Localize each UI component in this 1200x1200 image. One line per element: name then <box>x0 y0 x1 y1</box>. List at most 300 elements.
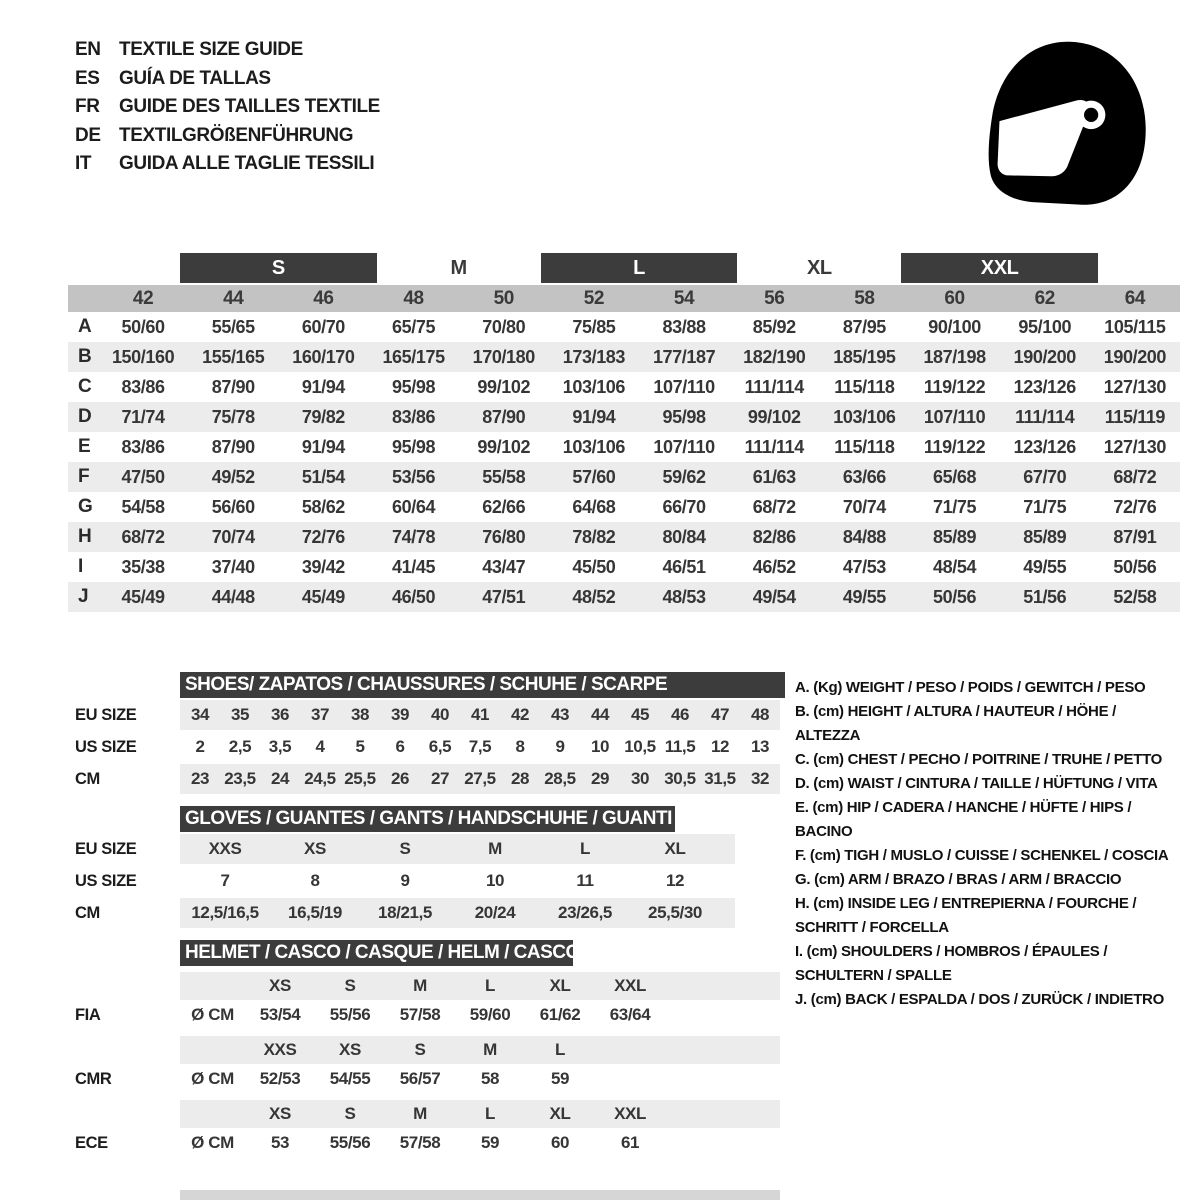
size-group-l: L <box>541 253 737 283</box>
measurement-value: 170/180 <box>472 346 535 367</box>
size-number: 60 <box>944 287 965 309</box>
measurement-value: 67/70 <box>1023 466 1067 487</box>
measurement-value: 95/100 <box>1018 316 1072 337</box>
helmet-sizes-fia <box>75 972 780 1000</box>
size-number: 46 <box>313 287 334 309</box>
spacer <box>75 1036 180 1064</box>
helmet-size-label: XL <box>549 1104 571 1123</box>
table-row-e <box>68 432 1180 462</box>
measurement-value: 95/98 <box>392 376 436 397</box>
measurement-value: 49/52 <box>211 466 255 487</box>
size-value: 30,5 <box>664 769 696 788</box>
size-value: XS <box>304 839 326 858</box>
row-values <box>180 866 735 896</box>
measurement-value: 71/75 <box>933 496 977 517</box>
measurement-value: 115/119 <box>1104 406 1166 427</box>
legend-item: A. (Kg) WEIGHT / PESO / POIDS / GEWITCH / PESO <box>795 679 1146 696</box>
measurement-value: 87/95 <box>842 316 886 337</box>
size-value: S <box>399 839 411 858</box>
size-value: 43 <box>550 705 570 724</box>
helmet-size-label: XXL <box>614 1104 646 1123</box>
measurement-value: 68/72 <box>1113 466 1157 487</box>
measurement-value: 115/118 <box>834 436 895 457</box>
size-value: 25,5/30 <box>648 903 702 922</box>
measurement-value: 50/56 <box>933 586 977 607</box>
measurement-value: 63/66 <box>842 466 886 487</box>
row-letter: D <box>78 406 92 427</box>
measurement-value: 70/74 <box>842 496 886 517</box>
helmet-diameter-value: 57/58 <box>399 1133 441 1152</box>
measurement-value: 53/56 <box>392 466 436 487</box>
size-value: 28 <box>510 769 530 788</box>
measurement-value: 48/52 <box>572 586 616 607</box>
row-values <box>180 732 780 762</box>
spacer <box>75 940 180 966</box>
size-number: 54 <box>673 287 695 309</box>
size-value: 10,5 <box>624 737 656 756</box>
helmet-sizes-ece <box>75 1100 780 1128</box>
size-row-us-size <box>75 732 785 762</box>
measurement-value: 56/60 <box>211 496 255 517</box>
helmet-diameter-value: 57/58 <box>399 1005 441 1024</box>
size-value: 7 <box>220 871 230 890</box>
measurement-value: 65/68 <box>933 466 977 487</box>
size-group-s: S <box>180 253 376 283</box>
helmet-diameter-value: 56/57 <box>399 1069 441 1088</box>
measurement-value: 60/70 <box>301 316 345 337</box>
measurement-value: 76/80 <box>482 526 526 547</box>
table-row-d <box>68 402 1180 432</box>
diameter-label: Ø CM <box>191 1005 234 1024</box>
shoes-title-bar: SHOES/ ZAPATOS / CHAUSSURES / SCHUHE / SCARPE <box>180 672 785 698</box>
helmet-size-table <box>75 940 780 1164</box>
legend-item: B. (cm) HEIGHT / ALTURA / HAUTEUR / HÖHE / ALTEZZA <box>795 703 1117 744</box>
size-value: 24 <box>270 769 290 788</box>
diameter-label: Ø CM <box>191 1069 234 1088</box>
standard-label: ECE <box>75 1133 108 1152</box>
helmet-diameter-value: 53/54 <box>259 1005 301 1024</box>
helmet-value-cells <box>180 1000 780 1030</box>
spacer <box>75 972 180 1000</box>
language-title: GUIDE DES TAILLES TEXTILE <box>119 96 380 118</box>
measurement-value: 119/122 <box>923 436 986 457</box>
size-value: 23/26,5 <box>558 903 612 922</box>
measurement-value: 35/38 <box>121 556 165 577</box>
helmet-size-label: L <box>485 976 495 995</box>
size-value: 5 <box>355 737 365 756</box>
size-value: 32 <box>750 769 770 788</box>
measurement-value: 49/55 <box>842 586 886 607</box>
size-value: 8 <box>515 737 525 756</box>
size-value: 9 <box>555 737 565 756</box>
size-value: 40 <box>430 705 450 724</box>
size-value: XXS <box>208 839 242 858</box>
measurement-value: 70/74 <box>211 526 255 547</box>
measurement-value: 57/60 <box>572 466 616 487</box>
measurement-value: 78/82 <box>572 526 616 547</box>
measurement-value: 79/82 <box>301 406 345 427</box>
measurement-value: 47/51 <box>482 586 526 607</box>
measurement-value: 66/70 <box>662 496 706 517</box>
measurement-value: 85/89 <box>1023 526 1067 547</box>
measurement-legend <box>795 676 1183 1012</box>
language-row <box>75 65 380 94</box>
measurement-value: 95/98 <box>662 406 706 427</box>
measurement-value: 75/78 <box>211 406 255 427</box>
legend-item: F. (cm) TIGH / MUSLO / CUISSE / SCHENKEL / COSCIA <box>795 847 1169 864</box>
helmet-diameter-value: 60 <box>550 1133 570 1152</box>
measurement-value: 71/74 <box>121 406 165 427</box>
measurement-value: 75/85 <box>572 316 616 337</box>
size-group-xl: XL <box>806 256 832 279</box>
measurement-value: 103/106 <box>562 436 626 457</box>
helmet-size-label: M <box>413 1104 427 1123</box>
size-value: 34 <box>190 705 210 724</box>
measurement-value: 41/45 <box>392 556 436 577</box>
language-row <box>75 150 380 179</box>
helmet-size-label: S <box>344 1104 356 1123</box>
measurement-value: 190/200 <box>1013 346 1076 367</box>
size-value: M <box>488 839 502 858</box>
size-value: 44 <box>590 705 610 724</box>
table-row-b <box>68 342 1180 372</box>
language-row <box>75 122 380 151</box>
standard-label: CMR <box>75 1069 112 1088</box>
size-number: 58 <box>854 287 875 309</box>
spacer <box>75 1100 180 1128</box>
measurement-value: 87/90 <box>482 406 526 427</box>
language-row <box>75 93 380 122</box>
size-value: 46 <box>670 705 690 724</box>
helmet-size-label: S <box>344 976 356 995</box>
size-value: 4 <box>315 737 325 756</box>
measurement-value: 119/122 <box>923 376 986 397</box>
measurement-value: 173/183 <box>562 346 626 367</box>
measurement-value: 47/50 <box>121 466 165 487</box>
measurement-value: 155/165 <box>202 346 265 367</box>
measurement-value: 115/118 <box>834 376 895 397</box>
size-group-header-row <box>68 253 1180 283</box>
size-number: 52 <box>583 287 605 309</box>
size-value: 38 <box>350 705 370 724</box>
size-value: 2 <box>195 737 205 756</box>
size-value: 12 <box>665 871 685 890</box>
helmet-size-labels <box>180 972 780 1000</box>
measurement-value: 68/72 <box>752 496 796 517</box>
measurement-value: 70/80 <box>482 316 526 337</box>
measurement-value: 111/114 <box>744 376 804 397</box>
measurement-value: 45/49 <box>121 586 165 607</box>
row-label: US SIZE <box>75 871 137 890</box>
measurement-value: 150/160 <box>111 346 175 367</box>
size-value: 9 <box>400 871 410 890</box>
helmet-size-label: L <box>485 1104 495 1123</box>
size-value: 10 <box>485 871 505 890</box>
size-row-cm <box>75 764 785 794</box>
measurement-value: 83/86 <box>121 436 165 457</box>
helmet-size-label: XS <box>269 1104 291 1123</box>
helmet-size-labels <box>180 1100 780 1128</box>
measurement-value: 165/175 <box>382 346 445 367</box>
measurement-value: 61/63 <box>752 466 796 487</box>
measurement-value: 107/110 <box>923 406 986 427</box>
measurement-value: 58/62 <box>301 496 345 517</box>
size-value: 12,5/16,5 <box>191 903 259 922</box>
measurement-value: 37/40 <box>211 556 255 577</box>
legend-item: D. (cm) WAIST / CINTURA / TAILLE / HÜFTUNG / VITA <box>795 775 1158 792</box>
size-row-us-size <box>75 866 735 896</box>
helmet-icon <box>978 33 1158 211</box>
row-letter: B <box>78 346 92 367</box>
measurement-value: 72/76 <box>1113 496 1157 517</box>
measurement-value: 103/106 <box>833 406 896 427</box>
measurement-value: 46/52 <box>752 556 796 577</box>
measurement-value: 185/195 <box>833 346 896 367</box>
gloves-title-bar: GLOVES / GUANTES / GANTS / HANDSCHUHE / GUANTI <box>180 806 675 832</box>
measurement-value: 127/130 <box>1103 436 1167 457</box>
table-row-c <box>68 372 1180 402</box>
measurement-value: 107/110 <box>653 376 715 397</box>
helmet-values-fia <box>75 1000 780 1030</box>
helmet-size-label: XXS <box>263 1040 297 1059</box>
language-title-list <box>75 36 380 179</box>
size-value: 23 <box>190 769 210 788</box>
measurement-value: 111/114 <box>1015 406 1075 427</box>
size-group-xxl: XXL <box>901 253 1097 283</box>
measurement-value: 68/72 <box>121 526 165 547</box>
measurement-value: 160/170 <box>292 346 355 367</box>
table-row-f <box>68 462 1180 492</box>
measurement-value: 50/60 <box>121 316 165 337</box>
measurement-rows <box>68 312 1180 612</box>
size-value: 8 <box>310 871 320 890</box>
size-value: 30 <box>630 769 650 788</box>
measurement-value: 55/58 <box>482 466 526 487</box>
language-code: IT <box>75 153 92 175</box>
language-title: GUÍA DE TALLAS <box>119 67 271 89</box>
measurement-value: 51/54 <box>301 466 345 487</box>
helmet-size-labels <box>180 1036 780 1064</box>
size-value: 25,5 <box>344 769 376 788</box>
measurement-value: 46/51 <box>662 556 706 577</box>
row-values <box>180 764 780 794</box>
row-values <box>180 898 735 928</box>
measurement-value: 103/106 <box>562 376 626 397</box>
row-letter: H <box>78 526 92 547</box>
table-row-a <box>68 312 1180 342</box>
cropped-stripe <box>180 1190 780 1200</box>
size-value: 12 <box>710 737 730 756</box>
row-label: EU SIZE <box>75 705 137 724</box>
size-value: 11,5 <box>664 737 696 756</box>
language-code: DE <box>75 124 101 146</box>
measurement-value: 39/42 <box>301 556 345 577</box>
measurement-value: 83/86 <box>121 376 165 397</box>
measurement-value: 47/53 <box>842 556 886 577</box>
language-code: EN <box>75 39 101 61</box>
row-values <box>180 834 735 864</box>
size-row-cm <box>75 898 735 928</box>
measurement-value: 52/58 <box>1113 586 1157 607</box>
helmet-diameter-value: 54/55 <box>329 1069 371 1088</box>
helmet-diameter-value: 58 <box>480 1069 500 1088</box>
gloves-size-table <box>75 806 735 930</box>
helmet-size-label: XS <box>269 976 291 995</box>
measurement-value: 190/200 <box>1103 346 1167 367</box>
helmet-diameter-value: 59 <box>550 1069 570 1088</box>
helmet-title-bar: HELMET / CASCO / CASQUE / HELM / CASCO <box>180 940 573 966</box>
measurement-value: 80/84 <box>662 526 706 547</box>
measurement-value: 107/110 <box>653 436 715 457</box>
language-title: GUIDA ALLE TAGLIE TESSILI <box>119 153 375 175</box>
shoes-size-table <box>75 672 785 796</box>
size-value: 42 <box>510 705 530 724</box>
helmet-diameter-value: 59 <box>480 1133 500 1152</box>
language-title: TEXTILE SIZE GUIDE <box>119 39 303 61</box>
size-number: 56 <box>764 287 785 309</box>
table-row-g <box>68 492 1180 522</box>
measurement-value: 51/56 <box>1023 586 1067 607</box>
measurement-value: 44/48 <box>211 586 255 607</box>
row-label: US SIZE <box>75 737 137 756</box>
helmet-diameter-value: 61 <box>620 1133 640 1152</box>
size-value: 27 <box>430 769 450 788</box>
helmet-diameter-value: 55/56 <box>329 1133 371 1152</box>
size-value: L <box>580 839 590 858</box>
measurement-value: 49/54 <box>752 586 796 607</box>
helmet-diameter-value: 59/60 <box>469 1005 511 1024</box>
size-value: 31,5 <box>704 769 736 788</box>
measurement-value: 84/88 <box>842 526 886 547</box>
helmet-size-label: S <box>414 1040 426 1059</box>
measurement-value: 49/55 <box>1023 556 1067 577</box>
size-value: 16,5/19 <box>288 903 342 922</box>
measurement-value: 83/86 <box>392 406 436 427</box>
legend-item: C. (cm) CHEST / PECHO / POITRINE / TRUHE / PETTO <box>795 751 1163 768</box>
measurement-value: 111/114 <box>744 436 804 457</box>
language-row <box>75 36 380 65</box>
helmet-size-label: XXL <box>614 976 646 995</box>
measurement-value: 85/92 <box>752 316 796 337</box>
table-row-j <box>68 582 1180 612</box>
measurement-value: 62/66 <box>482 496 526 517</box>
helmet-diameter-value: 53 <box>270 1133 290 1152</box>
row-letter: J <box>78 586 89 607</box>
size-number: 42 <box>132 287 154 309</box>
measurement-value: 43/47 <box>482 556 526 577</box>
language-code: ES <box>75 67 100 89</box>
measurement-value: 182/190 <box>743 346 806 367</box>
row-values <box>180 700 780 730</box>
helmet-size-label: L <box>555 1040 565 1059</box>
size-value: 41 <box>470 705 490 724</box>
size-number: 64 <box>1124 287 1146 309</box>
size-number: 62 <box>1034 287 1055 309</box>
row-letter: E <box>78 436 91 457</box>
measurement-value: 45/49 <box>301 586 345 607</box>
size-value: 35 <box>230 705 250 724</box>
size-value: 27,5 <box>464 769 496 788</box>
measurement-value: 95/98 <box>392 436 436 457</box>
size-value: 23,5 <box>224 769 256 788</box>
legend-item: J. (cm) BACK / ESPALDA / DOS / ZURÜCK / INDIETRO <box>795 991 1164 1008</box>
row-letter: A <box>78 316 92 337</box>
helmet-size-label: XL <box>549 976 571 995</box>
size-value: XL <box>664 839 686 858</box>
size-value: 3,5 <box>268 737 292 756</box>
measurement-value: 99/102 <box>477 376 531 397</box>
helmet-size-label: M <box>483 1040 497 1059</box>
measurement-value: 87/90 <box>211 436 255 457</box>
measurement-value: 50/56 <box>1113 556 1157 577</box>
measurement-value: 177/187 <box>652 346 716 367</box>
measurement-value: 54/58 <box>121 496 165 517</box>
row-letter: F <box>78 466 90 487</box>
measurement-value: 123/126 <box>1013 436 1076 457</box>
row-label: CM <box>75 769 100 788</box>
size-value: 39 <box>390 705 410 724</box>
measurement-value: 55/65 <box>211 316 255 337</box>
row-label: EU SIZE <box>75 839 137 858</box>
measurement-value: 91/94 <box>301 436 345 457</box>
row-label: CM <box>75 903 100 922</box>
measurement-value: 45/50 <box>572 556 616 577</box>
measurement-value: 123/126 <box>1013 376 1076 397</box>
measurement-value: 105/115 <box>1104 316 1166 337</box>
spacer <box>75 806 180 832</box>
measurement-value: 72/76 <box>301 526 345 547</box>
size-value: 26 <box>390 769 410 788</box>
helmet-diameter-value: 52/53 <box>259 1069 301 1088</box>
size-value: 28,5 <box>544 769 576 788</box>
helmet-size-label: XS <box>339 1040 361 1059</box>
size-value: 7,5 <box>468 737 492 756</box>
helmet-diameter-value: 61/62 <box>539 1005 581 1024</box>
measurement-value: 99/102 <box>747 406 801 427</box>
size-value: 10 <box>590 737 610 756</box>
textile-size-table <box>68 253 1180 612</box>
size-row-eu-size <box>75 700 785 730</box>
size-value: 13 <box>750 737 770 756</box>
size-value: 37 <box>310 705 330 724</box>
measurement-value: 91/94 <box>301 376 345 397</box>
row-letter: G <box>78 496 93 517</box>
measurement-value: 187/198 <box>923 346 986 367</box>
measurement-value: 74/78 <box>392 526 436 547</box>
measurement-value: 82/86 <box>752 526 796 547</box>
helmet-value-cells <box>180 1064 780 1094</box>
size-number: 50 <box>493 287 514 309</box>
table-row-i <box>68 552 1180 582</box>
row-letter: I <box>78 556 83 577</box>
helmet-values-ece <box>75 1128 780 1158</box>
language-title: TEXTILGRÖßENFÜHRUNG <box>119 124 354 146</box>
size-value: 47 <box>710 705 730 724</box>
size-value: 11 <box>576 871 594 890</box>
measurement-value: 87/91 <box>1113 526 1157 547</box>
measurement-value: 99/102 <box>477 436 531 457</box>
size-number: 48 <box>403 287 424 309</box>
size-number: 44 <box>223 287 244 309</box>
measurement-value: 90/100 <box>928 316 981 337</box>
table-row-h <box>68 522 1180 552</box>
legend-item: I. (cm) SHOULDERS / HOMBROS / ÉPAULES / SCHULTERN / SPALLE <box>795 943 1108 984</box>
size-value: 2,5 <box>228 737 252 756</box>
standard-label: FIA <box>75 1005 101 1024</box>
measurement-value: 59/62 <box>662 466 706 487</box>
measurement-value: 64/68 <box>572 496 616 517</box>
helmet-diameter-value: 55/56 <box>329 1005 371 1024</box>
